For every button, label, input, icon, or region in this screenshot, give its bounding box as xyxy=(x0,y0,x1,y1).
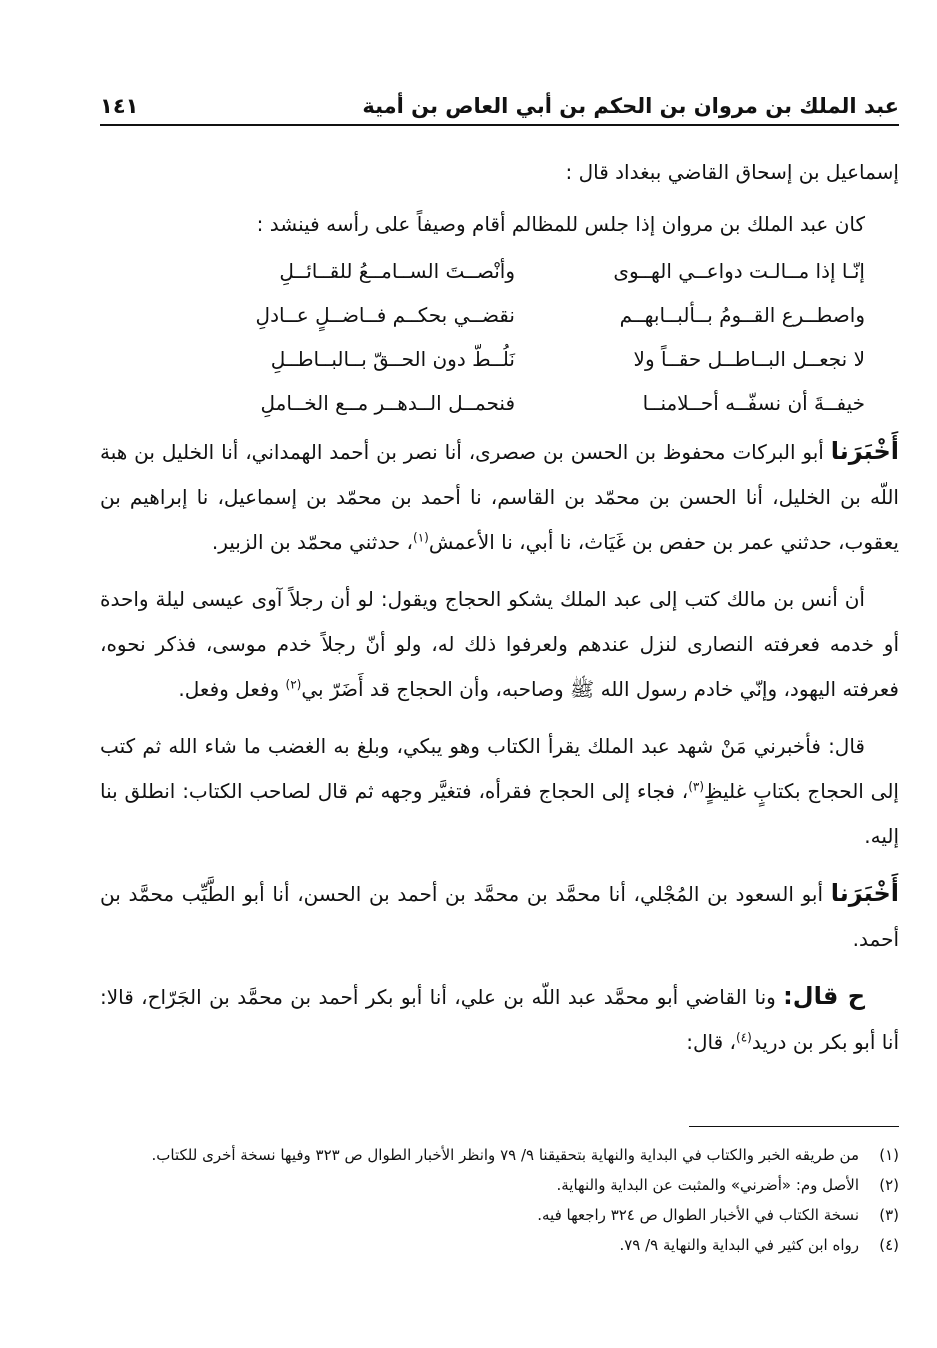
verse-line xyxy=(100,337,899,381)
paragraph-lead: ح قال: xyxy=(783,982,865,1010)
paragraph-text: ، حدثني محمّد بن الزبير. xyxy=(211,530,414,554)
footnote-text: نسخة الكتاب في الأخبار الطوال ص ٣٢٤ راجعها فيه. xyxy=(537,1206,859,1224)
footnote-divider xyxy=(689,1126,899,1127)
paragraph-text: قال: فأخبرني مَنْ شهد عبد الملك يقرأ الكتاب وهو يبكي، وبلغ به الغضب ما شاء الله ثم كتب إلى الحجاج بكتابٍ غليظٍ xyxy=(100,734,899,803)
isnad-paragraph-1 xyxy=(100,429,899,565)
verse-first-hemistich: واصطــرع القــومُ بــألبــابهــم xyxy=(619,303,865,327)
verse-first-hemistich: لا نجعــل البــاطــل حقــاً ولا xyxy=(633,347,865,371)
opening-line: إسماعيل بن إسحاق القاضي ببغداد قال : xyxy=(565,160,899,184)
paragraph-text: ونا القاضي أبو محمَّد عبد اللّه بن علي، أنا أبو بكر أحمد بن محمَّد بن الجَرّاح، قالا: أنا أبو بكر بن دريد xyxy=(100,985,899,1054)
poem-intro: كان عبد الملك بن مروان إذا جلس للمظالم أقام وصيفاً على رأسه فينشد : xyxy=(256,212,865,236)
footnote-marker[interactable]: (٣) xyxy=(688,779,705,794)
paragraph-lead: أَخْبَرَنا xyxy=(830,437,899,465)
footnote-marker[interactable]: (٢) xyxy=(285,677,302,692)
verse-second-hemistich: وأنْصــتَ الســامــعُ للقــائــلِ xyxy=(279,259,515,283)
verse-first-hemistich: إنّـا إذا مــالـت دواعــي الهــوى xyxy=(613,259,865,283)
footnotes xyxy=(100,1140,899,1260)
footnote-number: (٣) xyxy=(879,1206,899,1224)
footnote-marker[interactable]: (٤) xyxy=(736,1030,752,1045)
paragraph-lead: أَخْبَرَنا xyxy=(830,879,899,907)
verse-second-hemistich: نقضــي بحكــم فــاضــلٍ عــادلِ xyxy=(255,303,515,327)
footnote-text: الأصل وم: «أضرني» والمثبت عن البداية والنهاية. xyxy=(556,1176,859,1194)
verse-second-hemistich: فنحمــل الــدهــر مــع الخــاملِ xyxy=(260,391,515,415)
footnote-marker[interactable]: (١) xyxy=(413,530,429,545)
verses xyxy=(100,249,899,425)
footnote-number: (١) xyxy=(879,1146,899,1164)
isnad-paragraph-3 xyxy=(100,974,899,1065)
paragraph-text: أبو البركات محفوظ بن الحسن بن صصرى، أنا نصر بن أحمد الهمداني، أنا الخليل بن هبة اللّه بن الخليل، أنا الحسن بن محمّد بن القاسم، نا أحمد بن محمّد بن إسماعيل، نا إبراهيم بن يعقوب، حدثني عمر بن حفص بن غَيَاث، نا أبي، نا الأعمش xyxy=(100,440,899,554)
running-title: عبد الملك بن مروان بن الحكم بن أبي العاص بن أمية xyxy=(362,94,899,118)
paragraph-text: ، فجاء إلى الحجاج فقرأه، فتغيَّر وجهه ثم قال لصاحب الكتاب: انطلق بنا إليه. xyxy=(100,779,899,848)
footnote-number: (٤) xyxy=(879,1236,899,1254)
narrative-paragraph-1 xyxy=(100,577,899,712)
paragraph-text: أن أنس بن مالك كتب إلى عبد الملك يشكو الحجاج ويقول: لو أن رجلاً آوى عيسى ليلة واحدة أو خدمه فعرفته النصارى لنزل عندهم ولعرفوا ذلك له، ولو أنّ رجلاً خدم موسى، فذكر نحوه، فعرفته اليهود، وإنّي خادم رسول الله ﷺ وصاحبه، وأن الحجاج قد أَضَرّ بي xyxy=(100,587,899,701)
footnote-item xyxy=(100,1140,899,1170)
main-text xyxy=(100,150,899,1065)
footnote-number: (٢) xyxy=(879,1176,899,1194)
narrative-paragraph-2 xyxy=(100,724,899,859)
running-header xyxy=(100,86,899,126)
paragraph-text: وفعل وفعل. xyxy=(178,677,286,701)
page-number: ١٤١ xyxy=(100,94,139,118)
footnote-item xyxy=(100,1200,899,1230)
verse-line xyxy=(100,381,899,425)
footnote-text: رواه ابن كثير في البداية والنهاية ٩/ ٧٩. xyxy=(619,1236,859,1254)
footnote-item xyxy=(100,1170,899,1200)
verse-line xyxy=(100,293,899,337)
verse-first-hemistich: خيفــةَ أن نسفّــه أحــلامنــا xyxy=(642,391,865,415)
isnad-paragraph-2 xyxy=(100,871,899,962)
poem xyxy=(100,201,899,425)
footnote-item xyxy=(100,1230,899,1260)
footnote-text: من طريقه الخبر والكتاب في البداية والنهاية بتحقيقنا ٩/ ٧٩ وانظر الأخبار الطوال ص ٣٢٣ وفيها نسخة أخرى للكتاب. xyxy=(151,1146,859,1164)
verse-line xyxy=(100,249,899,293)
verse-second-hemistich: نَلُــطّ دون الحــقّ بــالبــاطــلِ xyxy=(270,347,515,371)
paragraph-text: أبو السعود بن المُجْلي، أنا محمَّد بن محمَّد بن أحمد بن الحسن، أنا أبو الطَّيِّب محمَّد بن أحمد. xyxy=(100,882,899,951)
paragraph-text: ، قال: xyxy=(686,1030,736,1054)
